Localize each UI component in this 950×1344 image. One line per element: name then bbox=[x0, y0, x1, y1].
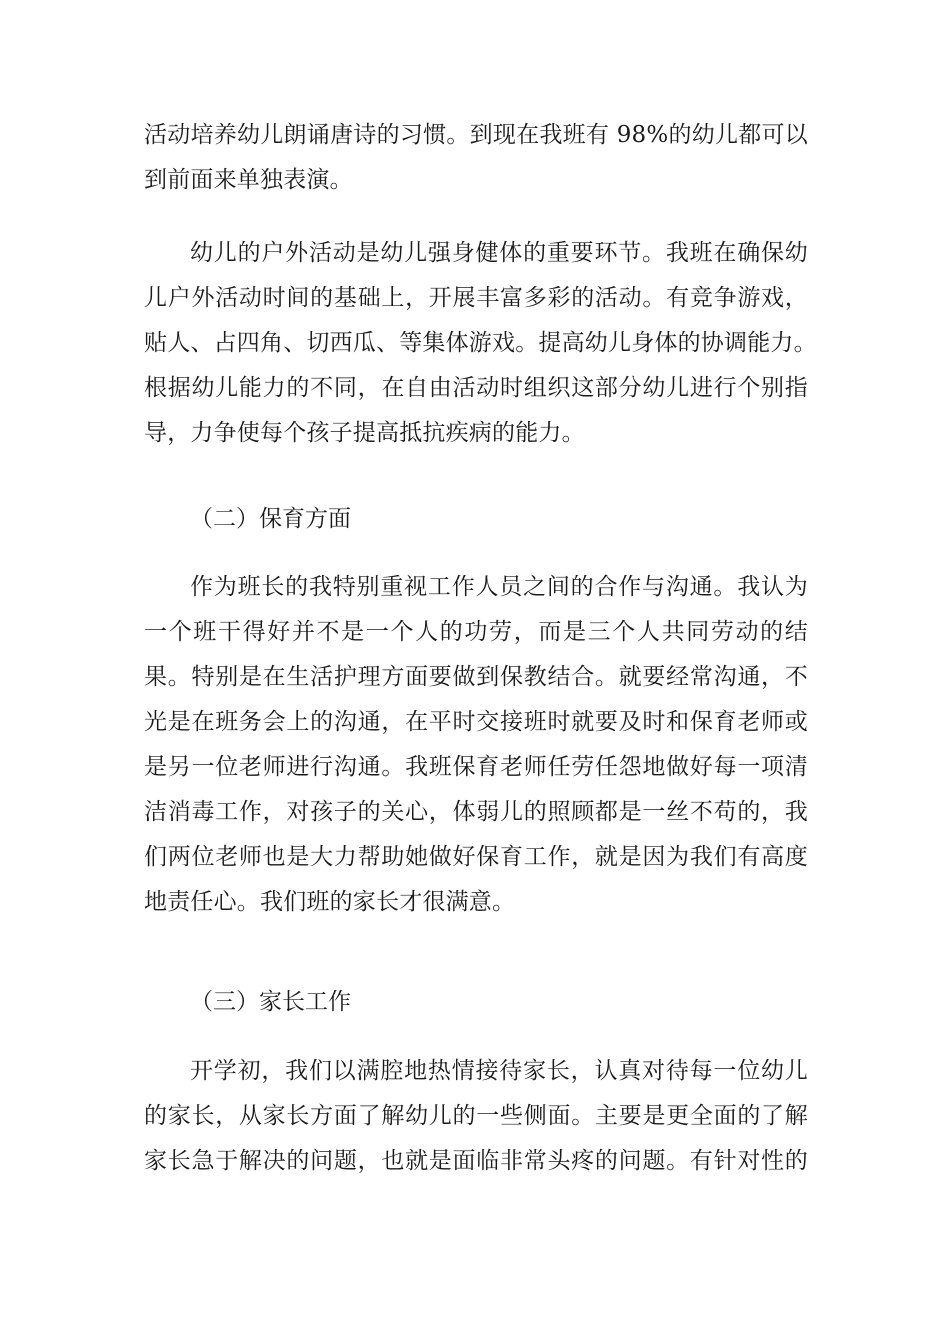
paragraph-line: 家长急于解决的问题，也就是面临非常头疼的问题。有针对性的 bbox=[144, 1148, 808, 1174]
paragraph-line: 根据幼儿能力的不同，在自由活动时组织这部分幼儿进行个别指 bbox=[144, 375, 808, 401]
paragraph-line: 到前面来单独表演。 bbox=[144, 167, 353, 193]
paragraph-line: 贴人、占四角、切西瓜、等集体游戏。提高幼儿身体的协调能力。 bbox=[144, 330, 817, 356]
paragraph-line: 作为班长的我特别重视工作人员之间的合作与沟通。我认为 bbox=[190, 574, 808, 600]
paragraph-line: 一个班干得好并不是一个人的功劳，而是三个人共同劳动的结 bbox=[144, 619, 808, 645]
paragraph-line: 洁消毒工作，对孩子的关心，体弱儿的照顾都是一丝不苟的，我 bbox=[144, 799, 808, 825]
paragraph-line: 导，力争使每个孩子提高抵抗疾病的能力。 bbox=[144, 420, 585, 446]
paragraph-4 bbox=[144, 1049, 808, 1184]
paragraph-line: 是另一位老师进行沟通。我班保育老师任劳任怨地做好每一项清 bbox=[144, 754, 808, 780]
paragraph-line: 活动培养幼儿朗诵唐诗的习惯。到现在我班有 98%的幼儿都可以 bbox=[144, 122, 808, 148]
paragraph-line: 开学初，我们以满腔地热情接待家长，认真对待每一位幼儿 bbox=[190, 1058, 808, 1084]
paragraph-3 bbox=[144, 565, 808, 925]
paragraph-2 bbox=[144, 231, 817, 456]
paragraph-1 bbox=[144, 113, 808, 203]
paragraph-line: 的家长，从家长方面了解幼儿的一些侧面。主要是更全面的了解 bbox=[144, 1103, 808, 1129]
paragraph-line: 果。特别是在生活护理方面要做到保教结合。就要经常沟通，不 bbox=[144, 664, 808, 690]
paragraph-line: 幼儿的户外活动是幼儿强身健体的重要环节。我班在确保幼 bbox=[190, 240, 808, 266]
paragraph-line: 地责任心。我们班的家长才很满意。 bbox=[144, 889, 516, 915]
section-heading-baoyu: （二）保育方面 bbox=[190, 506, 351, 532]
paragraph-line: 光是在班务会上的沟通，在平时交接班时就要及时和保育老师或 bbox=[144, 709, 808, 735]
paragraph-line: 儿户外活动时间的基础上，开展丰富多彩的活动。有竞争游戏， bbox=[144, 285, 808, 311]
paragraph-line: 们两位老师也是大力帮助她做好保育工作，就是因为我们有高度 bbox=[144, 844, 808, 870]
section-heading-jiazhang: （三）家长工作 bbox=[190, 989, 351, 1015]
